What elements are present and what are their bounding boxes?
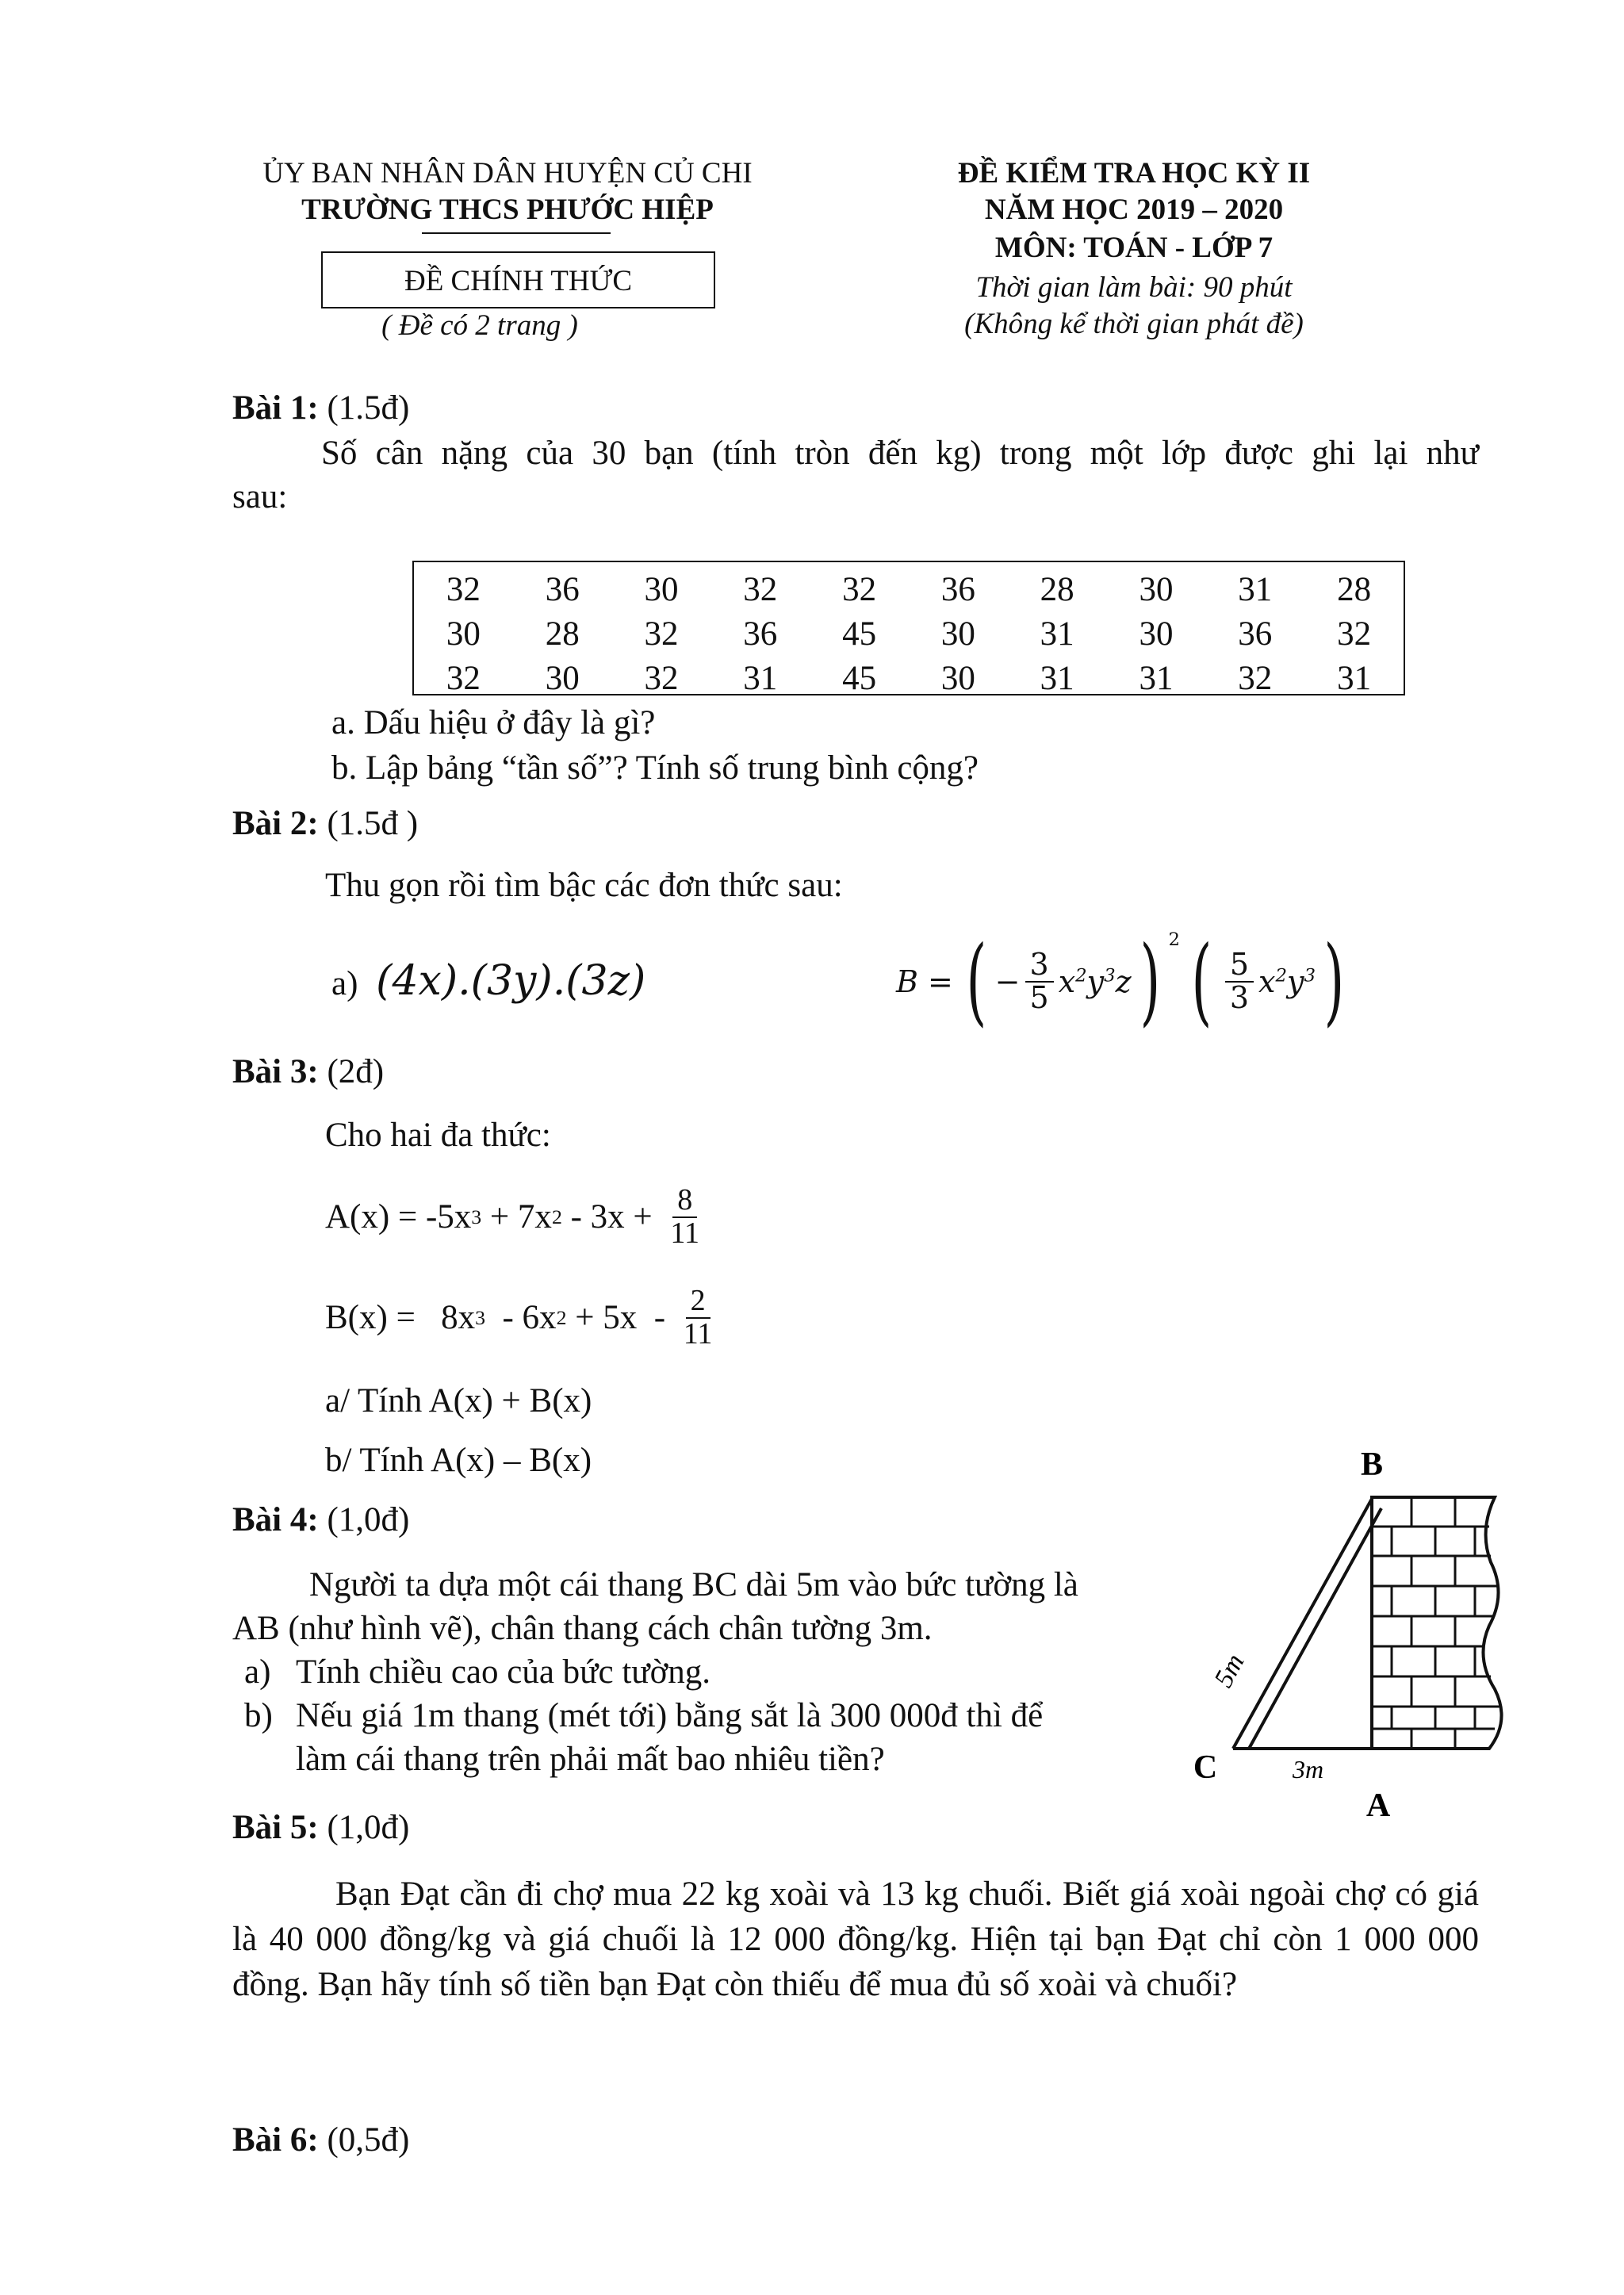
polyA-mid2: - 3x +: [561, 1198, 661, 1236]
polynomial-A: [325, 1174, 709, 1261]
table-cell: 32: [842, 570, 877, 608]
bai4-qb-line2: làm cái thang trên phải mất bao nhiêu tiền?: [296, 1741, 885, 1778]
bai5-heading: [232, 1806, 409, 1849]
table-cell: 30: [940, 659, 975, 697]
table-cell: 32: [1238, 659, 1273, 697]
label-A: A: [1365, 1787, 1391, 1824]
table-cell: 31: [1040, 659, 1074, 697]
bai3-text: Cho hai đa thức:: [325, 1117, 551, 1154]
polyB-den: 11: [683, 1317, 713, 1351]
bai2-f1-den: 5: [1029, 980, 1049, 1015]
label-3m: 3m: [1293, 1755, 1324, 1784]
bai6-points: (0,5đ): [327, 2121, 410, 2159]
label-B: B: [1360, 1451, 1384, 1483]
school-name-underline: [422, 232, 611, 234]
school-district: ỦY BAN NHÂN DÂN HUYỆN CỦ CHI: [262, 157, 753, 190]
pages-note: ( Đề có 2 trang ): [381, 309, 578, 342]
table-row: [414, 656, 1404, 700]
bai3-points: (2đ): [327, 1053, 385, 1090]
table-cell: 36: [940, 570, 975, 608]
table-cell: 36: [743, 615, 778, 653]
bai4-qa-marker: a): [244, 1653, 271, 1691]
bai4-question-b: [244, 1695, 1044, 1738]
bai1-text-line2: sau:: [232, 478, 288, 515]
bai6-heading: [232, 2119, 409, 2162]
bai1-question-a: a. Dấu hiệu ở đây là gì?: [331, 704, 656, 741]
bai1-question-b: b. Lập bảng “tần số”? Tính số trung bình cộng?: [331, 749, 979, 787]
label-C: C: [1193, 1749, 1218, 1786]
bai5-points: (1,0đ): [327, 1809, 410, 1846]
polyA-lhs: A(x) = -5x: [325, 1198, 472, 1236]
table-cell: 30: [545, 659, 580, 697]
polyB-num: 2: [686, 1285, 710, 1319]
polyA-exp2: 2: [551, 1205, 562, 1228]
time-note: (Không kể thời gian phát đề): [964, 308, 1304, 340]
bai4-points: (1,0đ): [327, 1501, 410, 1538]
bai6-label: Bài 6:: [232, 2121, 319, 2159]
bai2-outer-exponent: 2: [1168, 929, 1181, 950]
table-cell: 32: [743, 570, 778, 608]
table-cell: 32: [644, 659, 679, 697]
bai4-qb-line1: Nếu giá 1m thang (mét tới) bằng sắt là 300 000đ thì để: [296, 1697, 1044, 1734]
bai1-label: Bài 1:: [232, 389, 319, 427]
polyB-exp2: 2: [556, 1306, 567, 1329]
table-cell: 45: [842, 659, 877, 697]
table-cell: 45: [842, 615, 877, 653]
exam-title: ĐỀ KIỂM TRA HỌC KỲ II: [957, 157, 1311, 190]
bai2-f2-num: 5: [1225, 949, 1254, 983]
bai2-f2-den: 3: [1229, 980, 1250, 1015]
bai3-label: Bài 3:: [232, 1053, 319, 1090]
bai4-qb-marker: b): [244, 1697, 273, 1734]
table-cell: 31: [1040, 615, 1074, 653]
weights-table: [412, 561, 1405, 695]
school-year: NĂM HỌC 2019 – 2020: [984, 193, 1284, 226]
bai2-part-b: B = ( − $\frac{3}{5}$ $x^2y^3z$ ) $^2$ ( $\frac{5}{3}$ $x^2y^3$ ): [896, 926, 1345, 1036]
bai3-question-b: b/ Tính A(x) – B(x): [325, 1442, 592, 1479]
ladder-wall-figure: [1174, 1451, 1522, 1832]
table-cell: 30: [644, 570, 679, 608]
bai3-question-a: a/ Tính A(x) + B(x): [325, 1382, 592, 1420]
bai2-part-a: [331, 957, 646, 1006]
bai1-points: (1.5đ): [327, 389, 410, 427]
label-5m: 5m: [1208, 1649, 1251, 1692]
table-cell: 28: [1040, 570, 1074, 608]
bai5-text: Bạn Đạt cần đi chợ mua 22 kg xoài và 13 kg chuối. Biết giá xoài ngoài chợ có giá là 40 000 đồng/kg và giá chuối là 12 000 đồng/kg. Hiện tại bạn Đạt chỉ còn 1 000 000 đồng. Bạn hãy tính số tiền bạn Đạt còn thiếu để mua đủ số xoài và chuối?: [232, 1875, 1479, 2003]
bai2-label: Bài 2:: [232, 805, 319, 842]
bai3-heading: [232, 1051, 384, 1094]
bai4-question-a: [244, 1651, 711, 1694]
table-cell: 31: [1337, 659, 1372, 697]
polyA-exp3: 3: [471, 1205, 482, 1228]
table-row: [414, 567, 1404, 611]
bai4-qa-text: Tính chiều cao của bức tường.: [296, 1653, 711, 1691]
table-cell: 30: [940, 615, 975, 653]
table-cell: 36: [1238, 615, 1273, 653]
table-cell: 31: [743, 659, 778, 697]
polyB-lhs: B(x) = 8x: [325, 1299, 476, 1336]
bai2-a-label: a): [331, 965, 358, 1002]
table-cell: 30: [1139, 570, 1174, 608]
table-cell: 28: [1337, 570, 1372, 608]
bai5-label: Bài 5:: [232, 1809, 319, 1846]
bai1-heading: [232, 387, 409, 430]
table-cell: 31: [1139, 659, 1174, 697]
time-limit: Thời gian làm bài: 90 phút: [975, 271, 1293, 304]
bai2-f1-num: 3: [1025, 949, 1054, 983]
polyB-exp3: 3: [475, 1306, 485, 1329]
bai2-points: (1.5đ ): [327, 805, 419, 842]
bai4-text-line1: Người ta dựa một cái thang BC dài 5m vào bức tường là: [309, 1566, 1078, 1603]
table-cell: 30: [1139, 615, 1174, 653]
bai2-text: Thu gọn rồi tìm bậc các đơn thức sau:: [325, 867, 843, 904]
table-cell: 32: [644, 615, 679, 653]
polyA-mid1: + 7x: [481, 1198, 552, 1236]
table-cell: 32: [446, 659, 481, 697]
polyA-den: 11: [670, 1216, 700, 1250]
table-cell: 32: [446, 570, 481, 608]
bai2-b-lhs: B =: [896, 964, 953, 999]
table-row: [414, 611, 1404, 656]
bai4-heading: [232, 1499, 409, 1542]
bai4-label: Bài 4:: [232, 1501, 319, 1538]
polynomial-B: [325, 1274, 722, 1362]
official-exam-box: ĐỀ CHÍNH THỨC: [321, 251, 715, 308]
polyB-mid2: + 5x -: [566, 1299, 674, 1336]
bai2-a-expression: (4x).(3y).(3z): [376, 957, 646, 1005]
polyB-mid1: - 6x: [485, 1299, 557, 1336]
table-cell: 28: [545, 615, 580, 653]
subject-grade: MÔN: TOÁN - LỚP 7: [994, 232, 1274, 264]
table-cell: 31: [1238, 570, 1273, 608]
table-cell: 30: [446, 615, 481, 653]
bai4-text-line2: AB (như hình vẽ), chân thang cách chân tường 3m.: [232, 1610, 933, 1647]
table-cell: 32: [1337, 615, 1372, 653]
bai1-text-line1: Số cân nặng của 30 bạn (tính tròn đến kg) trong một lớp được ghi lại như: [321, 435, 1479, 472]
school-name: TRƯỜNG THCS PHƯỚC HIỆP: [301, 193, 714, 226]
ladder-wall-diagram: [1174, 1451, 1522, 1832]
table-cell: 36: [545, 570, 580, 608]
bai2-heading: [232, 803, 418, 845]
polyA-num: 8: [672, 1185, 697, 1218]
